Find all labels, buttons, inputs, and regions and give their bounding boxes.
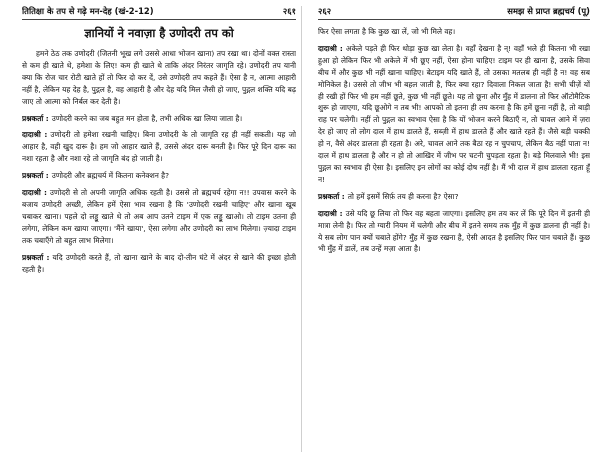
right-running-title: समझ से प्राप्त ब्रह्मचर्य (पू): [507, 6, 590, 16]
speaker-label: प्रश्नकर्ता :: [22, 252, 50, 262]
paragraph-text: उसे यदि छू लिया तो फिर वह बहता जाएगा। इसलिए हम तय कर लें कि पूरे दिन में इतनी ही मात्रा लेनी है। फिर तो ग्यारी नियम में चलेगी और बीच में इतने समय तक मुँह में कुछ डालना ही नहीं है। ये सब लोग पान क्यों चबाते होंगे? मुँह में कुछ रखना है, ऐसी आदत है इसलिए फिर पान चबाते हैं। कुछ भी मुँह में डालें, तब उन्हें मज़ा आता है।: [318, 208, 590, 254]
left-paragraph-3: [22, 129, 296, 165]
left-paragraph-1: [22, 48, 296, 108]
paragraph-text: फिर ऐसा लगता है कि कुछ खा लें, जो भी मिले वह।: [318, 27, 456, 36]
left-paragraph-5: [22, 187, 296, 247]
left-page: [22, 6, 296, 456]
section-heading: ज्ञानियों ने नवाज़ा है उणोदरी तप को: [84, 26, 234, 40]
speaker-label: प्रश्नकर्ता :: [318, 191, 345, 201]
paragraph-text: यदि उणोदरी करते हैं, तो खाना खाने के बाद दो-तीन घंटे में अंदर से खाने की इच्छा होती रहती है।: [22, 252, 296, 274]
paragraph-text: उणोदरी तो हमेशा रखनी चाहिए। बिना उणोदरी के तो जागृति रह ही नहीं सकती। यह जो आहार है, वही खुद दारू है। हम जो आहार खाते हैं, उससे अंदर दारू बनती है। फिर पूरे दिन दारू का नशा रहता है और नशा रहे तो जागृति बंद हो जाती है।: [22, 130, 296, 164]
paragraph-text: अकेले पड़ते ही फिर थोड़ा कुछ खा लेता है। वहाँ देखना है न्! वहाँ भले ही कितना भी रखा हुआ हो लेकिन फिर भी अकेले में भी छूए नहीं, ऐसा होना चाहिए! टाइम पर ही खाना है, उसके सिवा बीच में और कुछ भी नहीं खाना चाहिए। बेटाइम यदि खाते हैं, तो उसका मतलब ही नहीं है न! वह सब मोनिकेल है। उससे तो जीभ भी बहल जाती है, फिर क्या रहा? दिवाला निकल जाता है! सभी चीज़ें यों ही रखी हों फिर भी हम नहीं छूते, कुछ भी नहीं छूते। यह तो छूना और मुँह में डालना तो फिर ऑटोमैटिक शुरू हो जाएगा, यदि छूओगे न तब भी! आपको तो इतना ही तय करना है कि हमें छूना नहीं है, तो बाड़ी राह पर चलेगी। नहीं तो पुद्गल का स्वभाव ऐसा है कि यों भोजन करने बिठाएँ न, तो चावल आने में ज़रा देर हो जाए तो लोग दाल में हाथ डालते हैं, सब्ज़ी में हाथ डालते हैं और खाते रहते हैं। जैसे बड़ी चक्की हो न, वैसे अंदर डालता ही रहता है। अरे, चावल आने तक बैठा रह न चुपचाप, लेकिन बैठ नहीं पाता न! दाल में हाथ डालता है और न हो तो आखिर में जीभ पर चटनी चुपड़ता रहता है। बड़े मिलवाले भी! इस पुद्गल का स्वभाव ही ऐसा है। इसलिए इन लोगों का कोई दोष नहीं है। मैं भी दाल में हाथ डालता रहता हूँ न!: [318, 43, 590, 184]
paragraph-text: उणोदरी और ब्रह्मचर्य में कितना कनेक्शन है?: [51, 171, 170, 181]
right-paragraph-2: [318, 43, 590, 186]
speaker-label: प्रश्नकर्ता :: [22, 171, 49, 181]
right-page: [316, 6, 590, 456]
speaker-label: दादाश्री :: [22, 130, 48, 140]
left-page-header: [22, 6, 296, 20]
paragraph-text: हमने ठेठ तक उणोदरी (जितनी भूख लगे उससे आधा भोजन खाना) तप रखा था। दोनों वक्त रास्ता से कम ही खाते थे, हमेशा के लिए! कम ही खाते थे ताकि अंदर निरंतर जागृति रहे। उणोदरी तप यानी क्या कि रोज चार रोटी खाते हों तो फिर दो कर दें, उसे उणोदरी तप कहते हैं। ऐसा है न, आत्मा आहारी नहीं है, लेकिन यह देह है, पुद्गल है, वह आहारी है और देह यदि मिल जैसी हो जाए, पुद्गल शक्ति यदि बढ़ जाए तो आत्मा को निर्बल कर देती है।: [22, 49, 296, 106]
paragraph-text: उणोदरी करने का जब बहुत मन होता है, तभी अधिक खा लिया जाता है।: [51, 113, 243, 123]
speaker-label: दादाश्री :: [318, 208, 343, 218]
right-paragraph-4: [318, 208, 590, 256]
speaker-label: दादाश्री :: [318, 43, 343, 53]
paragraph-text: उणोदरी से तो अपनी जागृति अधिक रहती है। उससे तो ब्रह्मचर्य रहेगा न!! उपवास करने के बजाय उणोदरी अच्छी, लेकिन हमें ऐसा भाव रखना है कि 'उणोदरी रखनी चाहिए' और खाना खूब चबाकर खाना। पहले दो लड्डू खाते थे तो अब आप उतने टाइम में एक लड्डू खाओ। तो टाइम उतना ही लगेगा, लेकिन कम खाया जाएगा। 'मैंने खाया', ऐसा लगेगा और उणोदरी का लाभ मिलेगा। ज़्यादा टाइम तक चबाएँगे तो बहुत लाभ मिलेगा।: [22, 188, 296, 245]
paragraph-text: तो हमें इसमें सिर्फ़ तय ही करना है? ऐसा?: [347, 191, 459, 201]
left-paragraph-2: [22, 113, 296, 125]
right-paragraph-3: [318, 191, 590, 203]
left-running-title: तितिक्षा के तप से गढ़े मन-देह (खं-2-12): [22, 6, 154, 16]
left-paragraph-4: [22, 170, 296, 182]
speaker-label: प्रश्नकर्ता :: [22, 113, 49, 123]
speaker-label: दादाश्री :: [22, 188, 47, 198]
left-paragraph-6: [22, 252, 296, 276]
page-gutter: [301, 6, 302, 452]
right-page-header: [318, 6, 590, 20]
right-page-number: २६२: [318, 6, 332, 16]
right-paragraph-1: [318, 26, 590, 38]
left-page-number: २६१: [282, 6, 296, 16]
